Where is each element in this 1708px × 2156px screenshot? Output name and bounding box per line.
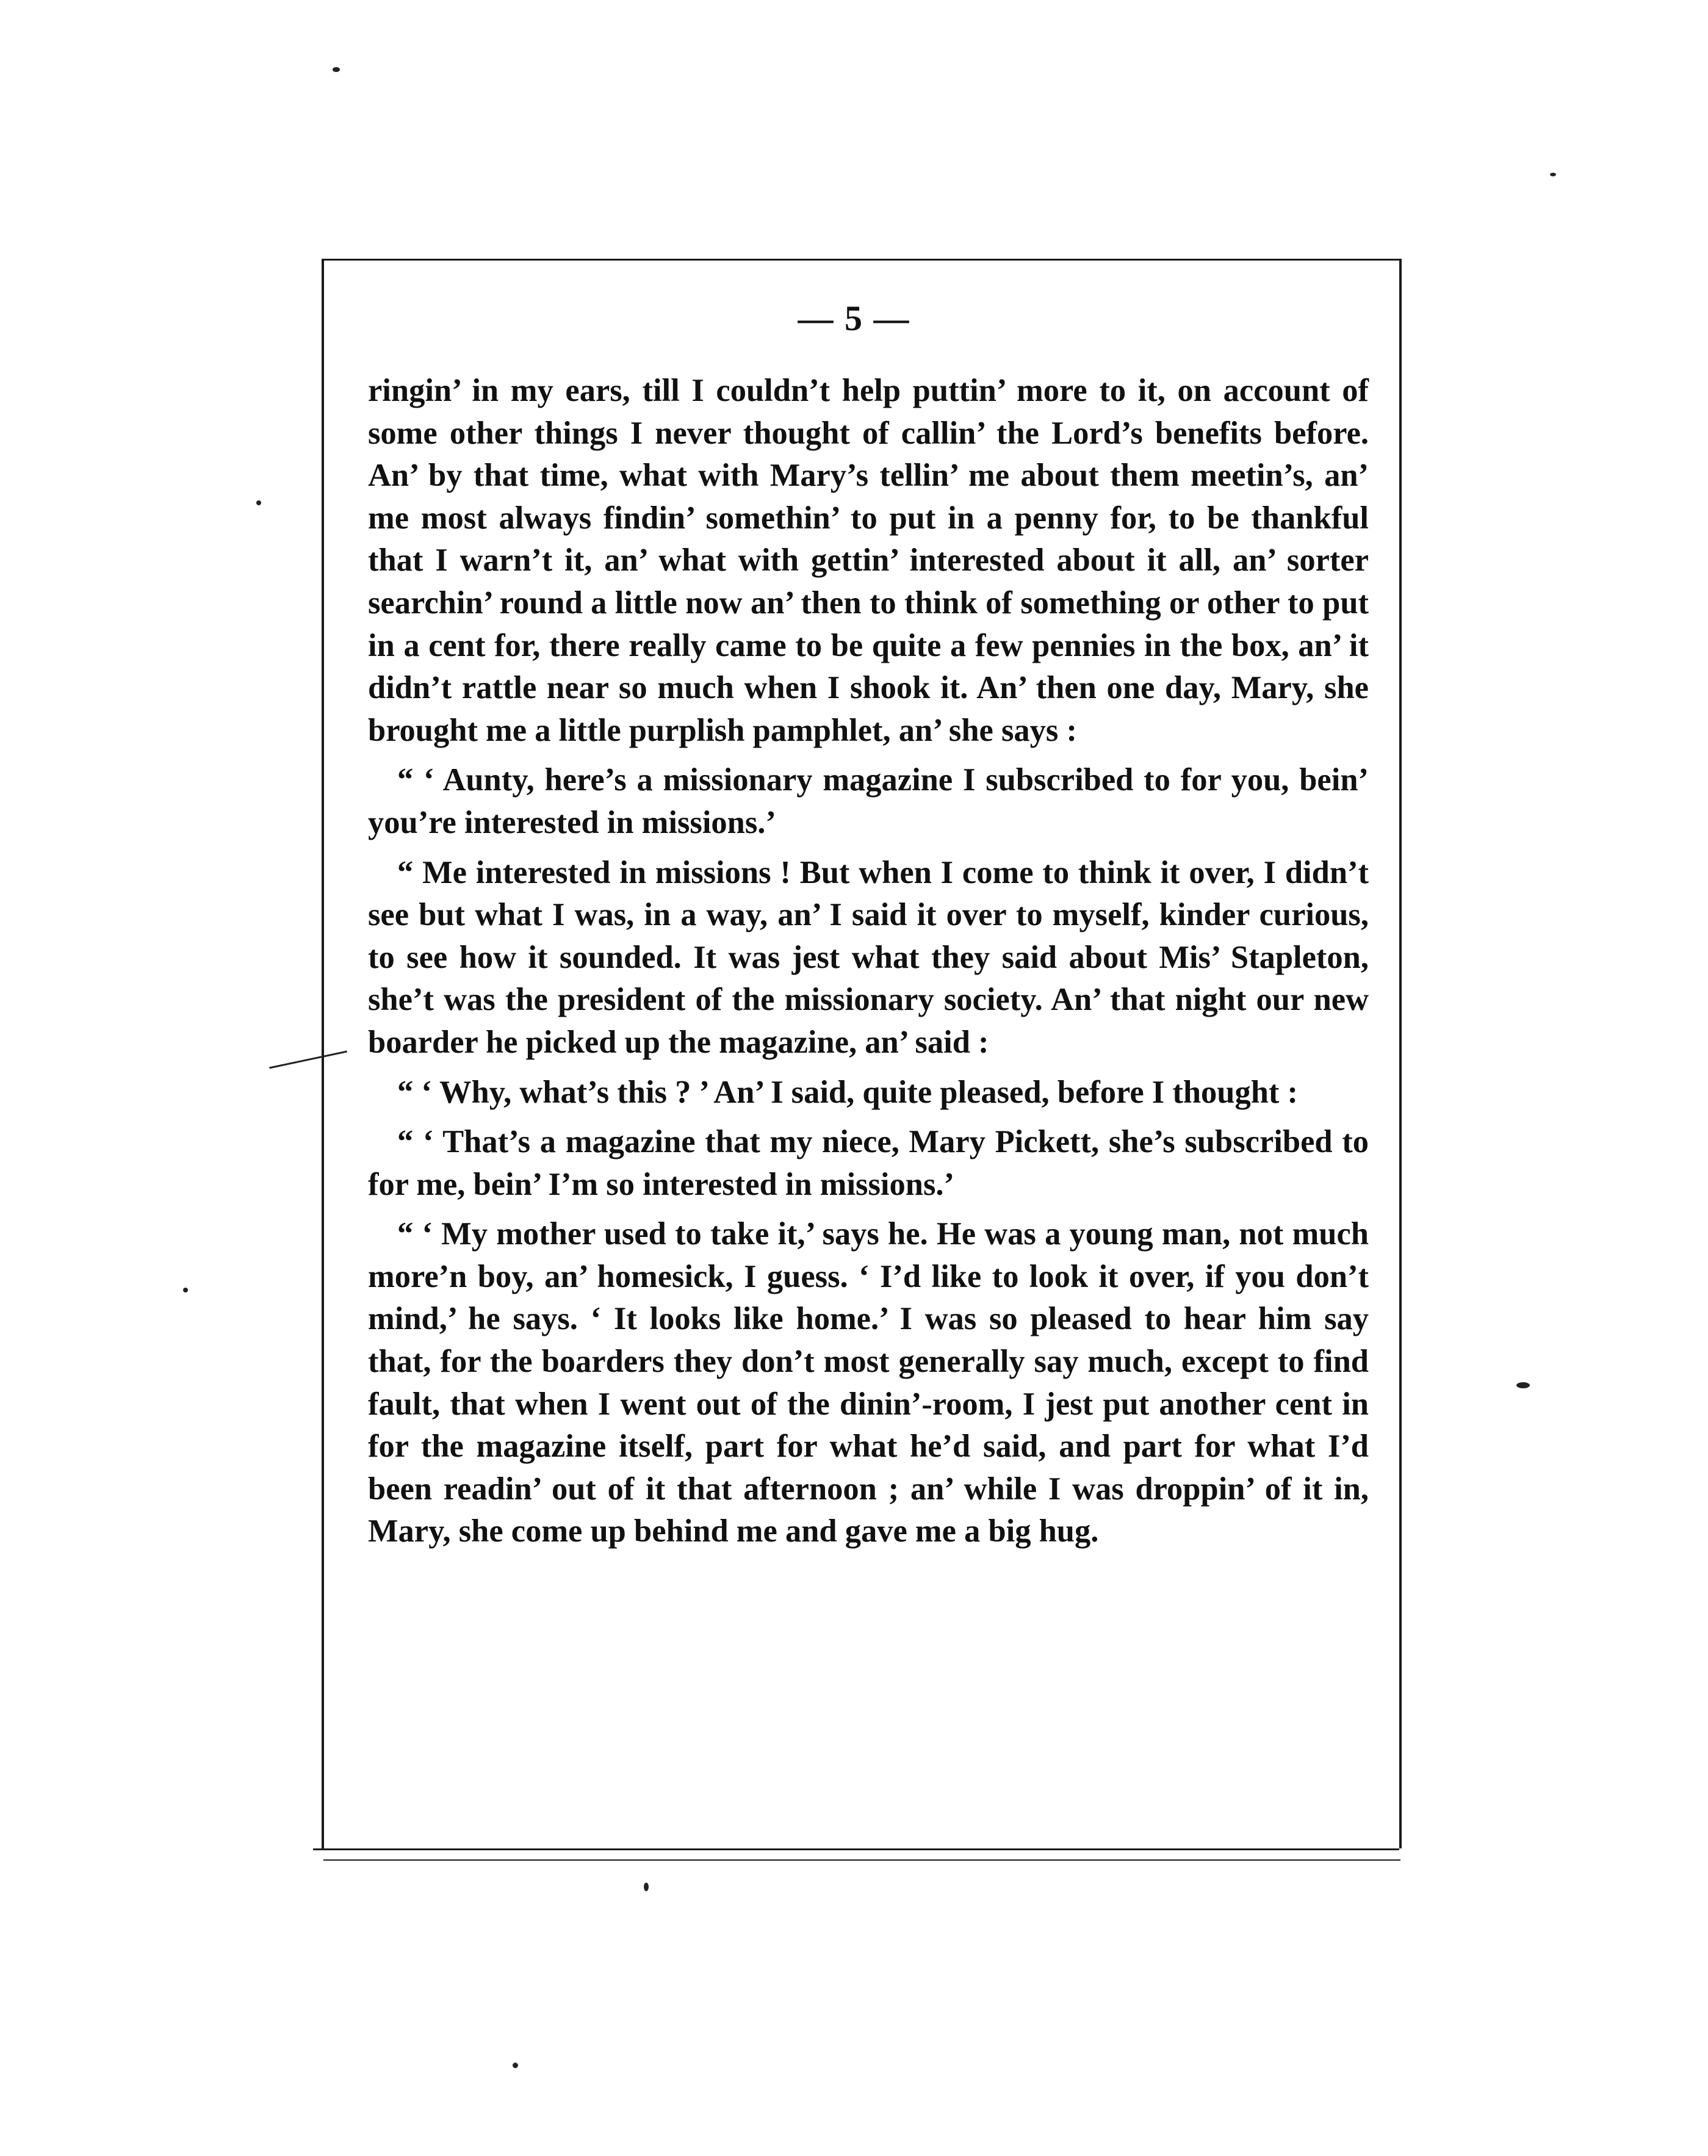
- paragraph-3: “ Me interested in missions ! But when I come to think it over, I didn’t see but what I was, in a way, an’ I said it over to myself, kinder curious, to see how it sounded. It was jest what they said about Mis’ Stapleton, she’t was the president of the missionary society. An’ that night our new boarder he picked up the magazine, an’ said :: [368, 854, 1369, 1060]
- scan-speck: [513, 2063, 518, 2068]
- paragraph-2: “ ‘ Aunty, here’s a missionary magazine I subscribed to for you, bein’ you’re interested in missions.’: [368, 762, 1369, 840]
- bottom-rule-inner: [323, 1859, 1400, 1861]
- paragraph-6: “ ‘ My mother used to take it,’ says he. He was a young man, not much more’n boy, an’ homesick, I guess. ‘ I’d like to look it over, if you don’t mind,’ he says. ‘ It looks like home.’ I was so pleased to hear him say that, for the boarders they don’t most generally say much, except to find fault, that when I went out of the dinin’-room, I jest put another cent in for the magazine itself, part for what he’d said, and part for what I’d been readin’ out of it that afternoon ; an’ while I was droppin’ of it in, Mary, she come up behind me and gave me a big hug.: [368, 1216, 1369, 1549]
- scan-speck: [256, 500, 261, 505]
- scan-speck: [644, 1883, 649, 1891]
- scan-speck: [333, 67, 340, 72]
- scan-speck: [1550, 173, 1556, 176]
- scan-speck: [183, 1288, 188, 1293]
- paragraph-4: “ ‘ Why, what’s this ? ’ An’ I said, quite pleased, before I thought :: [397, 1074, 1299, 1110]
- body-text: [368, 370, 1369, 1560]
- page-number: — 5 —: [798, 298, 910, 338]
- paragraph-5: “ ‘ That’s a magazine that my niece, Mary Pickett, she’s subscribed to for me, bein’ I’m so interested in missions.’: [368, 1124, 1369, 1202]
- scan-speck: [1516, 1382, 1530, 1388]
- bottom-rule: [313, 1848, 1399, 1850]
- paragraph-1: ringin’ in my ears, till I couldn’t help puttin’ more to it, on account of some other things I never thought of callin’ the Lord’s benefits before. An’ by that time, what with Mary’s tellin’ me about them meetin’s, an’ me most always findin’ somethin’ to put in a penny for, to be thankful that I warn’t it, an’ what with gettin’ interested about it all, an’ sorter searchin’ round a little now an’ then to think of something or other to put in a cent for, there really came to be quite a few pennies in the box, an’ it didn’t rattle near so much when I shook it. An’ then one day, Mary, she brought me a little purplish pamphlet, an’ she says :: [368, 373, 1369, 748]
